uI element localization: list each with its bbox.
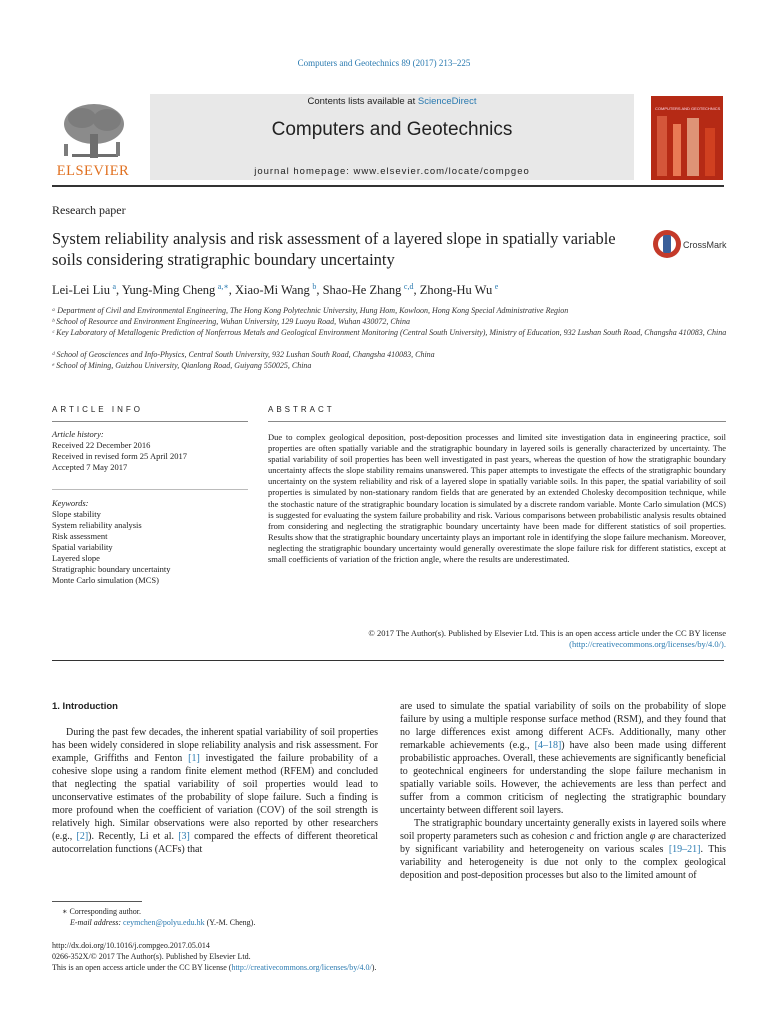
journal-homepage[interactable]: journal homepage: www.elsevier.com/locate/compgeo [254, 166, 530, 177]
author-affil-sup[interactable]: b [312, 282, 317, 291]
article-info-heading: ARTICLE INFO [52, 405, 143, 414]
abstract-rule [268, 421, 726, 422]
contents-available: Contents lists available at ScienceDirect [307, 96, 477, 107]
history-item: Received 22 December 2016 [52, 440, 151, 450]
author-name[interactable]: Yung-Ming Cheng [121, 283, 216, 298]
affiliation: ᶜ Key Laboratory of Metallogenic Prediction of Nonferrous Metals and Geological Environment Monitoring (Central South University), Ministry of Education, 932 Lushan South Road, Changsha 410083, China [52, 328, 727, 337]
header-rule [52, 185, 724, 187]
journal-citation[interactable]: Computers and Geotechnics 89 (2017) 213–225 [297, 58, 471, 68]
author-affil-sup[interactable]: a [112, 282, 117, 291]
sciencedirect-link[interactable]: ScienceDirect [417, 96, 477, 107]
abstract-copyright: © 2017 The Author(s). Published by Elsevier Ltd. This is an open access article under the CC BY license (http://creativecommons.org/licenses/by/4.0/). [368, 628, 726, 650]
author-name[interactable]: Shao-He Zhang [322, 283, 402, 298]
ref-link[interactable]: [2] [76, 831, 89, 842]
intro-paragraph-2: are used to simulate the spatial variability of soils on the probability of slope failure by using a multiple response surface method (RSM), and they found that no large differences exist among different ACFs. Additionally, many other remarkable achievements (e.g., [4–18]) have also been made using different probabilistic approaches. Overall, these achievements are significantly beneficial to geotechnical engineers for understanding the slope failure mechanism in spatially variable soils. However, the achievements are less than perfect and suffer from a common criticism of neglecting the stratigraphic boundary uncertainty between different soil layers. [400, 701, 726, 816]
history-item: Received in revised form 25 April 2017 [52, 451, 188, 461]
history-item: Accepted 7 May 2017 [52, 462, 128, 472]
intro-paragraph-3: The stratigraphic boundary uncertainty generally exists in layered soils where soil property parameters such as cohesion c and friction angle φ are characterized by significant variability and heterogeneity on various scales [19–21]. This variability and heterogeneity is due not only to the complex geological deposition and post-deposition processes but also to the limited amount of [400, 818, 726, 881]
issn-line: 0266-352X/© 2017 The Author(s). Published by Elsevier Ltd. [52, 952, 251, 961]
section-heading: 1. Introduction [52, 701, 118, 712]
abstract-text: Due to complex geological deposition, post-deposition processes and limited site investigation data in engineering practice, soil properties are often spatially variable and the stratigraphic boundary in layered soils is generally characterized by uncertainty. The spatial variability of soil properties has been well investigated in past years, whereas the question of how the stratigraphic boundary uncertainty affects the slope stability remains unanswered. This paper attempts to investigate the effects of the stratigraphic boundary uncertainty on the system reliability and risk of a layered slope in spatially variable soils. In this paper, the spatial variability of soil properties is simulated by non-stationary random fields that are generated by an extended Cholesky decomposition technique, while the stochastic nature of the stratigraphic boundary location is simulated by a discrete random variable. Monte Carlo simulation (MCS) is suggested for evaluating the system failure probability and risk. Various comparisons between probabilistic analysis results obtained from considering and neglecting the stratigraphic boundary uncertainty have been made for different statistics of soil properties. Results show that the stratigraphic boundary uncertainty plays an important role in identifying the slope failure mechanism. Moreover, neglecting the stratigraphic boundary uncertainty would generally overestimate the slope failure risk for different statistics, except at small coefficients of variation of the friction angle, where the results are underestimated. [268, 432, 726, 565]
keyword: Spatial variability [52, 542, 113, 552]
ref-link[interactable]: [1] [188, 753, 200, 764]
keyword: Slope stability [52, 509, 101, 519]
article-type: Research paper [52, 203, 126, 217]
ref-link[interactable]: [4–18] [534, 740, 562, 751]
crossmark-icon[interactable] [652, 229, 682, 259]
keywords-label: Keywords: [52, 498, 89, 508]
cover-title: COMPUTERS AND GEOTECHNICS [655, 106, 721, 111]
ref-link[interactable]: [3] [178, 831, 190, 842]
author-affil-sup[interactable]: c,d [403, 282, 414, 291]
keyword: Risk assessment [52, 531, 108, 541]
journal-banner [150, 94, 634, 180]
email-link[interactable]: ceymchen@polyu.edu.hk [123, 918, 205, 927]
corresponding-author: ∗ Corresponding author. [62, 907, 141, 916]
article-history [52, 429, 252, 473]
license-line: This is an open access article under the CC BY license (http://creativecommons.org/licenses/by/4.0/). [52, 963, 377, 972]
author-affil-sup[interactable]: e [494, 282, 499, 291]
author-affil-sup[interactable]: a,∗ [217, 282, 229, 291]
history-label: Article history: [52, 429, 104, 439]
info-rule [52, 421, 248, 422]
info-divider [52, 489, 248, 490]
abstract-bottom-rule [52, 660, 724, 661]
left-column [52, 700, 378, 856]
author-email: E-mail address: ceymchen@polyu.edu.hk (Y.-M. Cheng). [70, 918, 256, 927]
ref-link[interactable]: [19–21] [668, 844, 701, 855]
keyword: System reliability analysis [52, 520, 142, 530]
affiliation: ᵈ School of Geosciences and Info-Physics, Central South University, 932 Lushan South Road, Changsha 410083, China [52, 350, 435, 359]
keyword: Layered slope [52, 553, 100, 563]
intro-paragraph-1: During the past few decades, the inherent spatial variability of soil properties has been widely considered in slope reliability analysis and risk assessment. For example, Griffiths and Fenton [1] investigated the failure probability of a cohesive slope using a random finite element method (RFEM) and concluded that neglecting the spatial variability of soil properties would lead to unconservative estimates of the probability of slope failure. Such a finding is more profound when the coefficient of variation (COV) of the soil strength is relatively high. Similar observations were also reported by other researchers (e.g., [2]). Recently, Li et al. [3] compared the effects of different theoretical autocorrelation functions (ACFs) that [52, 727, 378, 855]
article-title: System reliability analysis and risk assessment of a layered slope in spatially variable soils considering stratigraphic boundary uncertainty [52, 229, 616, 269]
crossmark-label[interactable]: CrossMark [683, 240, 727, 250]
abstract-heading: ABSTRACT [268, 405, 335, 414]
keywords [52, 498, 252, 586]
author-name[interactable]: Zhong-Hu Wu [419, 283, 493, 298]
journal-title: Computers and Geotechnics [271, 119, 513, 140]
affiliation: ᵇ School of Resource and Environment Engineering, Wuhan University, 129 Luoyu Road, Wuhan 430072, China [52, 317, 410, 326]
journal-cover-image [651, 96, 723, 180]
footnote-rule [52, 901, 142, 902]
license-link[interactable]: (http://creativecommons.org/licenses/by/4.0/). [569, 639, 726, 650]
author-name[interactable]: Xiao-Mi Wang [235, 283, 310, 298]
author-name[interactable]: Lei-Lei Liu [52, 283, 110, 298]
keyword: Monte Carlo simulation (MCS) [52, 575, 159, 585]
elsevier-wordmark: ELSEVIER [56, 163, 130, 179]
affiliation: ᵉ School of Mining, Guizhou University, Qianlong Road, Guiyang 550025, China [52, 361, 312, 370]
doi-link[interactable]: http://dx.doi.org/10.1016/j.compgeo.2017.05.014 [52, 941, 210, 950]
license-bottom-link[interactable]: http://creativecommons.org/licenses/by/4.0/ [231, 963, 372, 972]
author-list: Lei-Lei Liu $^a$, Yung-Ming Cheng $^{a,∗}$, Xiao-Mi Wang $^b$, Shao-He Zhang $^{c,d}$, Zhong-Hu Wu $^e$ [52, 282, 499, 298]
affiliation: ᵃ Department of Civil and Environmental Engineering, The Hong Kong Polytechnic University, Hung Hom, Kowloon, Hong Kong Special Administrative Region [52, 306, 569, 315]
keyword: Stratigraphic boundary uncertainty [52, 564, 171, 574]
right-column [400, 700, 726, 882]
